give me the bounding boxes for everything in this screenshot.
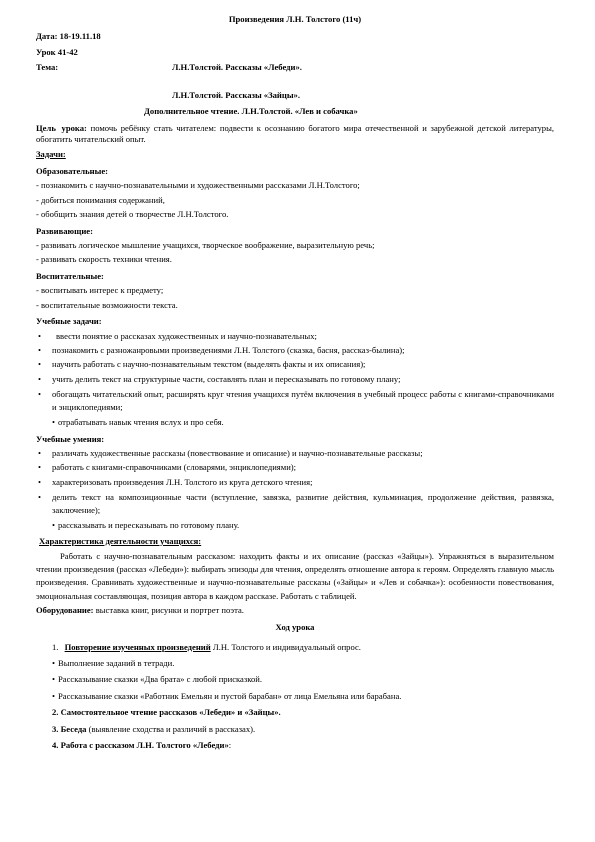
upbringing-item: - воспитывать интерес к предмету; (36, 285, 164, 296)
lesson-steps (36, 642, 554, 752)
list-item: • Рассказывание сказки «Работник Емельян и пустой барабан» от лица Емельяна или барабана. (36, 691, 554, 702)
list-item: • Рассказывание сказки «Два брата» с любой присказкой. (36, 674, 554, 685)
developing-item: - развивать логическое мышление учащихся, творческое воображение, выразительную речь; (36, 240, 375, 251)
lesson-step-2: 2. Самостоятельное чтение рассказов «Лебеди» и «Зайцы». (52, 707, 281, 718)
list-item: • ввести понятие о рассказах художественных и научно-познавательных; (36, 331, 554, 342)
lesson-step-3: 3. Беседа (выявление сходства и различий в рассказах). (52, 723, 256, 734)
list-item: • познакомить с разножанровыми произведениями Л.Н. Толстого (сказка, басня, рассказ-былина); (36, 345, 554, 356)
list-item: • различать художественные рассказы (повествование и описание) и научно-познавательные рассказы; (36, 448, 554, 459)
upbringing-label: Воспитательные: (36, 270, 104, 281)
date-value: 18-19.11.18 (59, 31, 101, 42)
activity-label: Характеристика деятельности учащихся: (39, 535, 202, 546)
document-title: Произведения Л.Н. Толстого (11ч) (228, 14, 362, 24)
lesson-step-1: 1. Повторение изученных произведений Л.Н. Толстого и индивидуальный опрос. (52, 641, 361, 652)
developing-item: - развивать скорость техники чтения. (36, 254, 172, 265)
equipment-label: Оборудование: (36, 604, 94, 615)
document-page (36, 14, 554, 751)
topic-line-3: Дополнительное чтение. Л.Н.Толстой. «Лев и собачка» (144, 106, 358, 117)
lesson-number: Урок 41-42 (36, 46, 78, 57)
date-line (36, 31, 554, 42)
topic-label: Тема: (36, 62, 59, 73)
list-item: • рассказывать и пересказывать по готовому плану. (36, 520, 554, 531)
goal-text: помочь ребёнку стать читателем: подвести к осознанию богатого мира отечественной и зарубежной детской литературы, обогатить читательский опыт. (36, 122, 554, 145)
topic-block (36, 62, 554, 118)
educational-item: - познакомить с научно-познавательными и художественными рассказами Л.Н.Толстого; (36, 180, 360, 191)
list-item: • обогащать читательский опыт, расширять круг чтения учащихся путём включения в учебный процесс работы с книгами-справочниками и энциклопедиями; (36, 388, 554, 414)
list-item: • научить работать с научно-познавательным текстом (выделять факты и их описания); (36, 359, 554, 370)
list-item: • характеризовать произведения Л.Н. Толстого из круга детского чтения; (36, 477, 554, 488)
activity-text: Работать с научно-познавательным рассказом: находить факты и их описание (рассказ «Зайцы»). Упражняться в выразительном чтении произведения (рассказ «Лебеди»): выбирать эпизоды для чтения, определять отношение автора к героям. Определять главную мысль произведения. Сравнивать художественные и научно-познавательные рассказы («Зайцы» и «Лев и собачка»): особенности повествования, эмоциональная составляющая, позиция автора в каждом рассказе. Работать с таблицей. (36, 550, 554, 601)
list-item: • учить делить текст на структурные части, составлять план и пересказывать по готовому плану; (36, 374, 554, 385)
tasks-label: Задачи: (36, 148, 66, 159)
lesson-flow-title: Ход урока (275, 622, 315, 633)
date-label: Дата: (36, 31, 58, 42)
list-item: • Выполнение заданий в тетради. (36, 658, 554, 669)
learning-skills-label: Учебные умения: (36, 433, 105, 444)
educational-label: Образовательные: (36, 166, 108, 177)
educational-item: - добиться понимания содержаний, (36, 194, 165, 205)
educational-item: - обобщить знания детей о творчестве Л.Н.Толстого. (36, 209, 229, 220)
learning-tasks-list (36, 331, 554, 429)
equipment-line (36, 605, 554, 616)
lesson-goal (36, 123, 554, 146)
list-item: • делить текст на композиционные части (вступление, завязка, развитие действия, кульминация, продолжение действия, развязка, заключение); (36, 491, 554, 517)
list-item: • отрабатывать навык чтения вслух и про себя. (36, 417, 554, 428)
equipment-text: выставка книг, рисунки и портрет поэта. (95, 604, 244, 615)
goal-label: Цель урока: (36, 122, 87, 133)
topic-line-2: Л.Н.Толстой. Рассказы «Зайцы». (172, 90, 300, 101)
developing-label: Развивающие: (36, 225, 93, 236)
lesson-step-4: 4. Работа с рассказом Л.Н. Толстого «Лебеди»: (52, 740, 232, 751)
upbringing-item: - воспитательные возможности текста. (36, 299, 178, 310)
learning-skills-list (36, 448, 554, 532)
topic-line-1: Л.Н.Толстой. Рассказы «Лебеди». (172, 62, 302, 73)
list-item: • работать с книгами-справочниками (словарями, энциклопедиями); (36, 462, 554, 473)
learning-tasks-label: Учебные задачи: (36, 316, 102, 327)
